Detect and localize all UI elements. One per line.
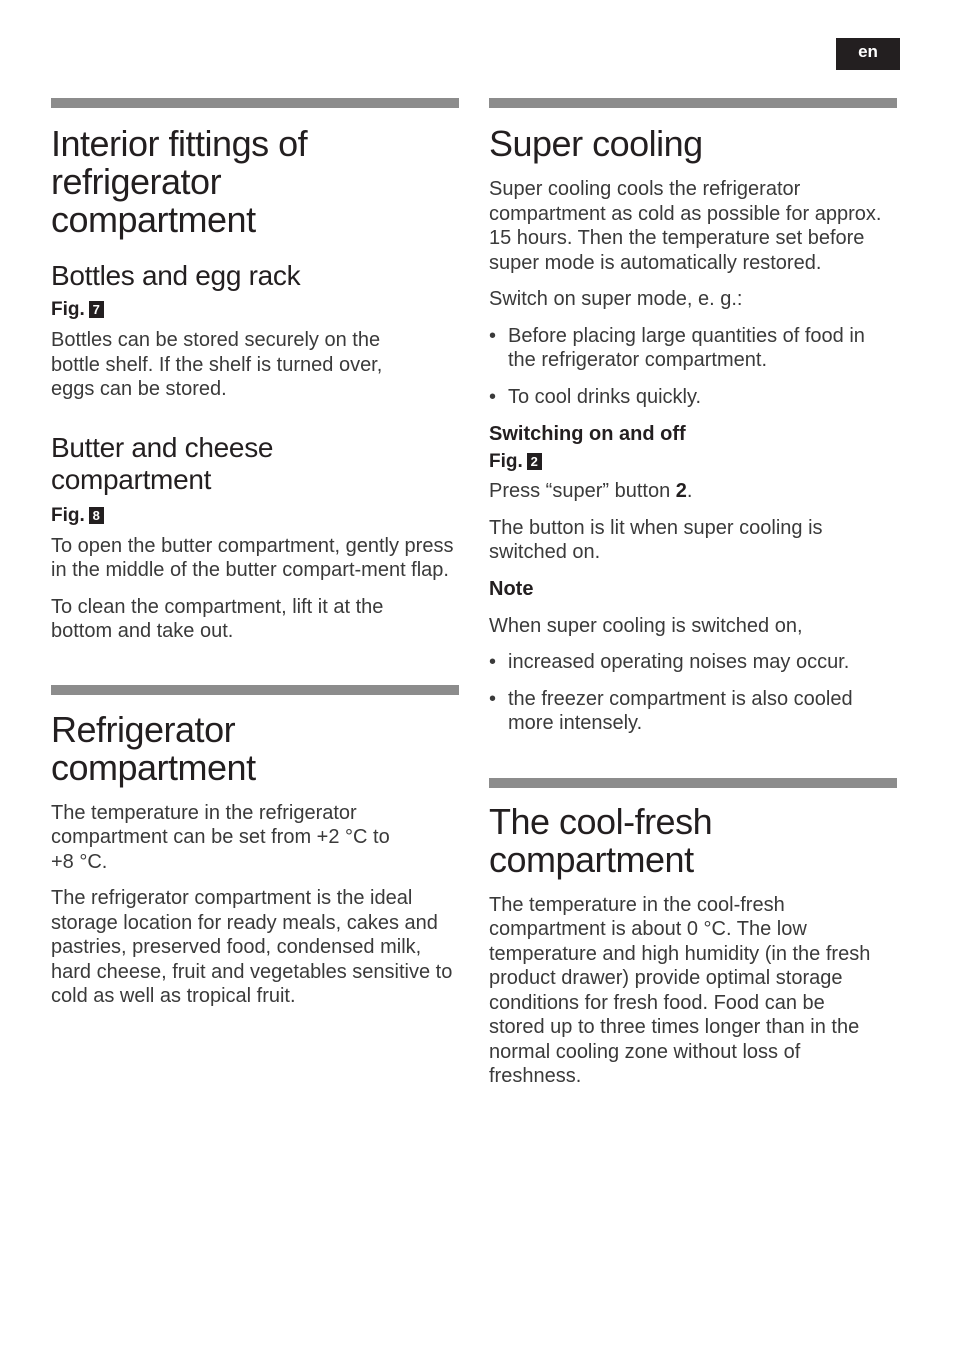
super-title: Super cooling [489,123,703,164]
bottles-heading: Bottles and egg rack [51,260,301,291]
interior-title: Interior fittings of refrigerator compartment [51,123,308,240]
list-item: • increased operating noises may occur. [489,650,897,675]
bottles-fig [51,298,459,322]
refrigerator-title: Refrigerator compartment [51,708,256,788]
button-number: 2 [675,480,687,502]
super-intro: Super cooling cools the refrigerator compartment as cold as possible for approx. 15 hours. Then the temperature set before super mode is automatically restored. [489,178,882,274]
press-text: Press “super” button [489,480,676,502]
language-tab: en [836,38,900,70]
switching-fig [489,450,897,474]
section-divider [489,778,897,788]
super-bullet-list [489,324,897,410]
note-intro: When super cooling is switched on, [489,614,803,637]
fig-number: 2 [527,453,542,470]
butter-heading: Butter and cheese compartment [51,431,274,495]
super-switch-on: Switch on super mode, e. g.: [489,288,743,310]
fig-number: 8 [89,507,104,524]
fig-number: 7 [89,301,104,318]
switching-heading: Switching on and off [489,423,686,445]
press-super-text [489,479,897,504]
press-end: . [686,480,693,502]
butter-fig [51,504,459,528]
section-divider [51,685,459,695]
list-item: • the freezer compartment is also cooled more intensely. [489,687,898,736]
butter-para2: To clean the compartment, lift it at the bottom and take out. [51,595,384,642]
coolfresh-text: The temperature in the cool-fresh compartment is about 0 °C. The low temperature and high humidity (in the fresh product drawer) provide optimal storage conditions for fresh food. Food can be stored up to three times longer than in the normal cooling zone without loss of freshness. [489,893,871,1087]
coolfresh-title: The cool-fresh compartment [489,800,713,880]
fig-label: Fig. [51,504,85,526]
refrigerator-para1: The temperature in the refrigerator compartment can be set from +2 °C to +8 °C. [51,801,390,873]
note-bullet-list [489,650,897,736]
button-lit-text: The button is lit when super cooling is switched on. [489,516,823,563]
fig-label: Fig. [51,299,85,320]
right-column [489,98,897,1089]
section-divider [51,98,459,108]
list-item: • To cool drinks quickly. [489,385,897,410]
note-heading: Note [489,577,534,600]
bottles-text: Bottles can be stored securely on the bottle shelf. If the shelf is turned over, eggs can be stored. [51,329,383,400]
refrigerator-para2: The refrigerator compartment is the ideal storage location for ready meals, cakes and pastries, preserved food, condensed milk, hard cheese, fruit and vegetables sensitive to cold as well as tropical fruit. [51,887,453,1007]
list-item: • Before placing large quantities of food in the refrigerator compartment. [489,324,888,373]
butter-para1: To open the butter compartment, gently press in the middle of the butter compart-ment flap. [51,534,454,581]
section-divider [489,98,897,108]
fig-label: Fig. [489,451,523,472]
left-column [51,98,459,1009]
